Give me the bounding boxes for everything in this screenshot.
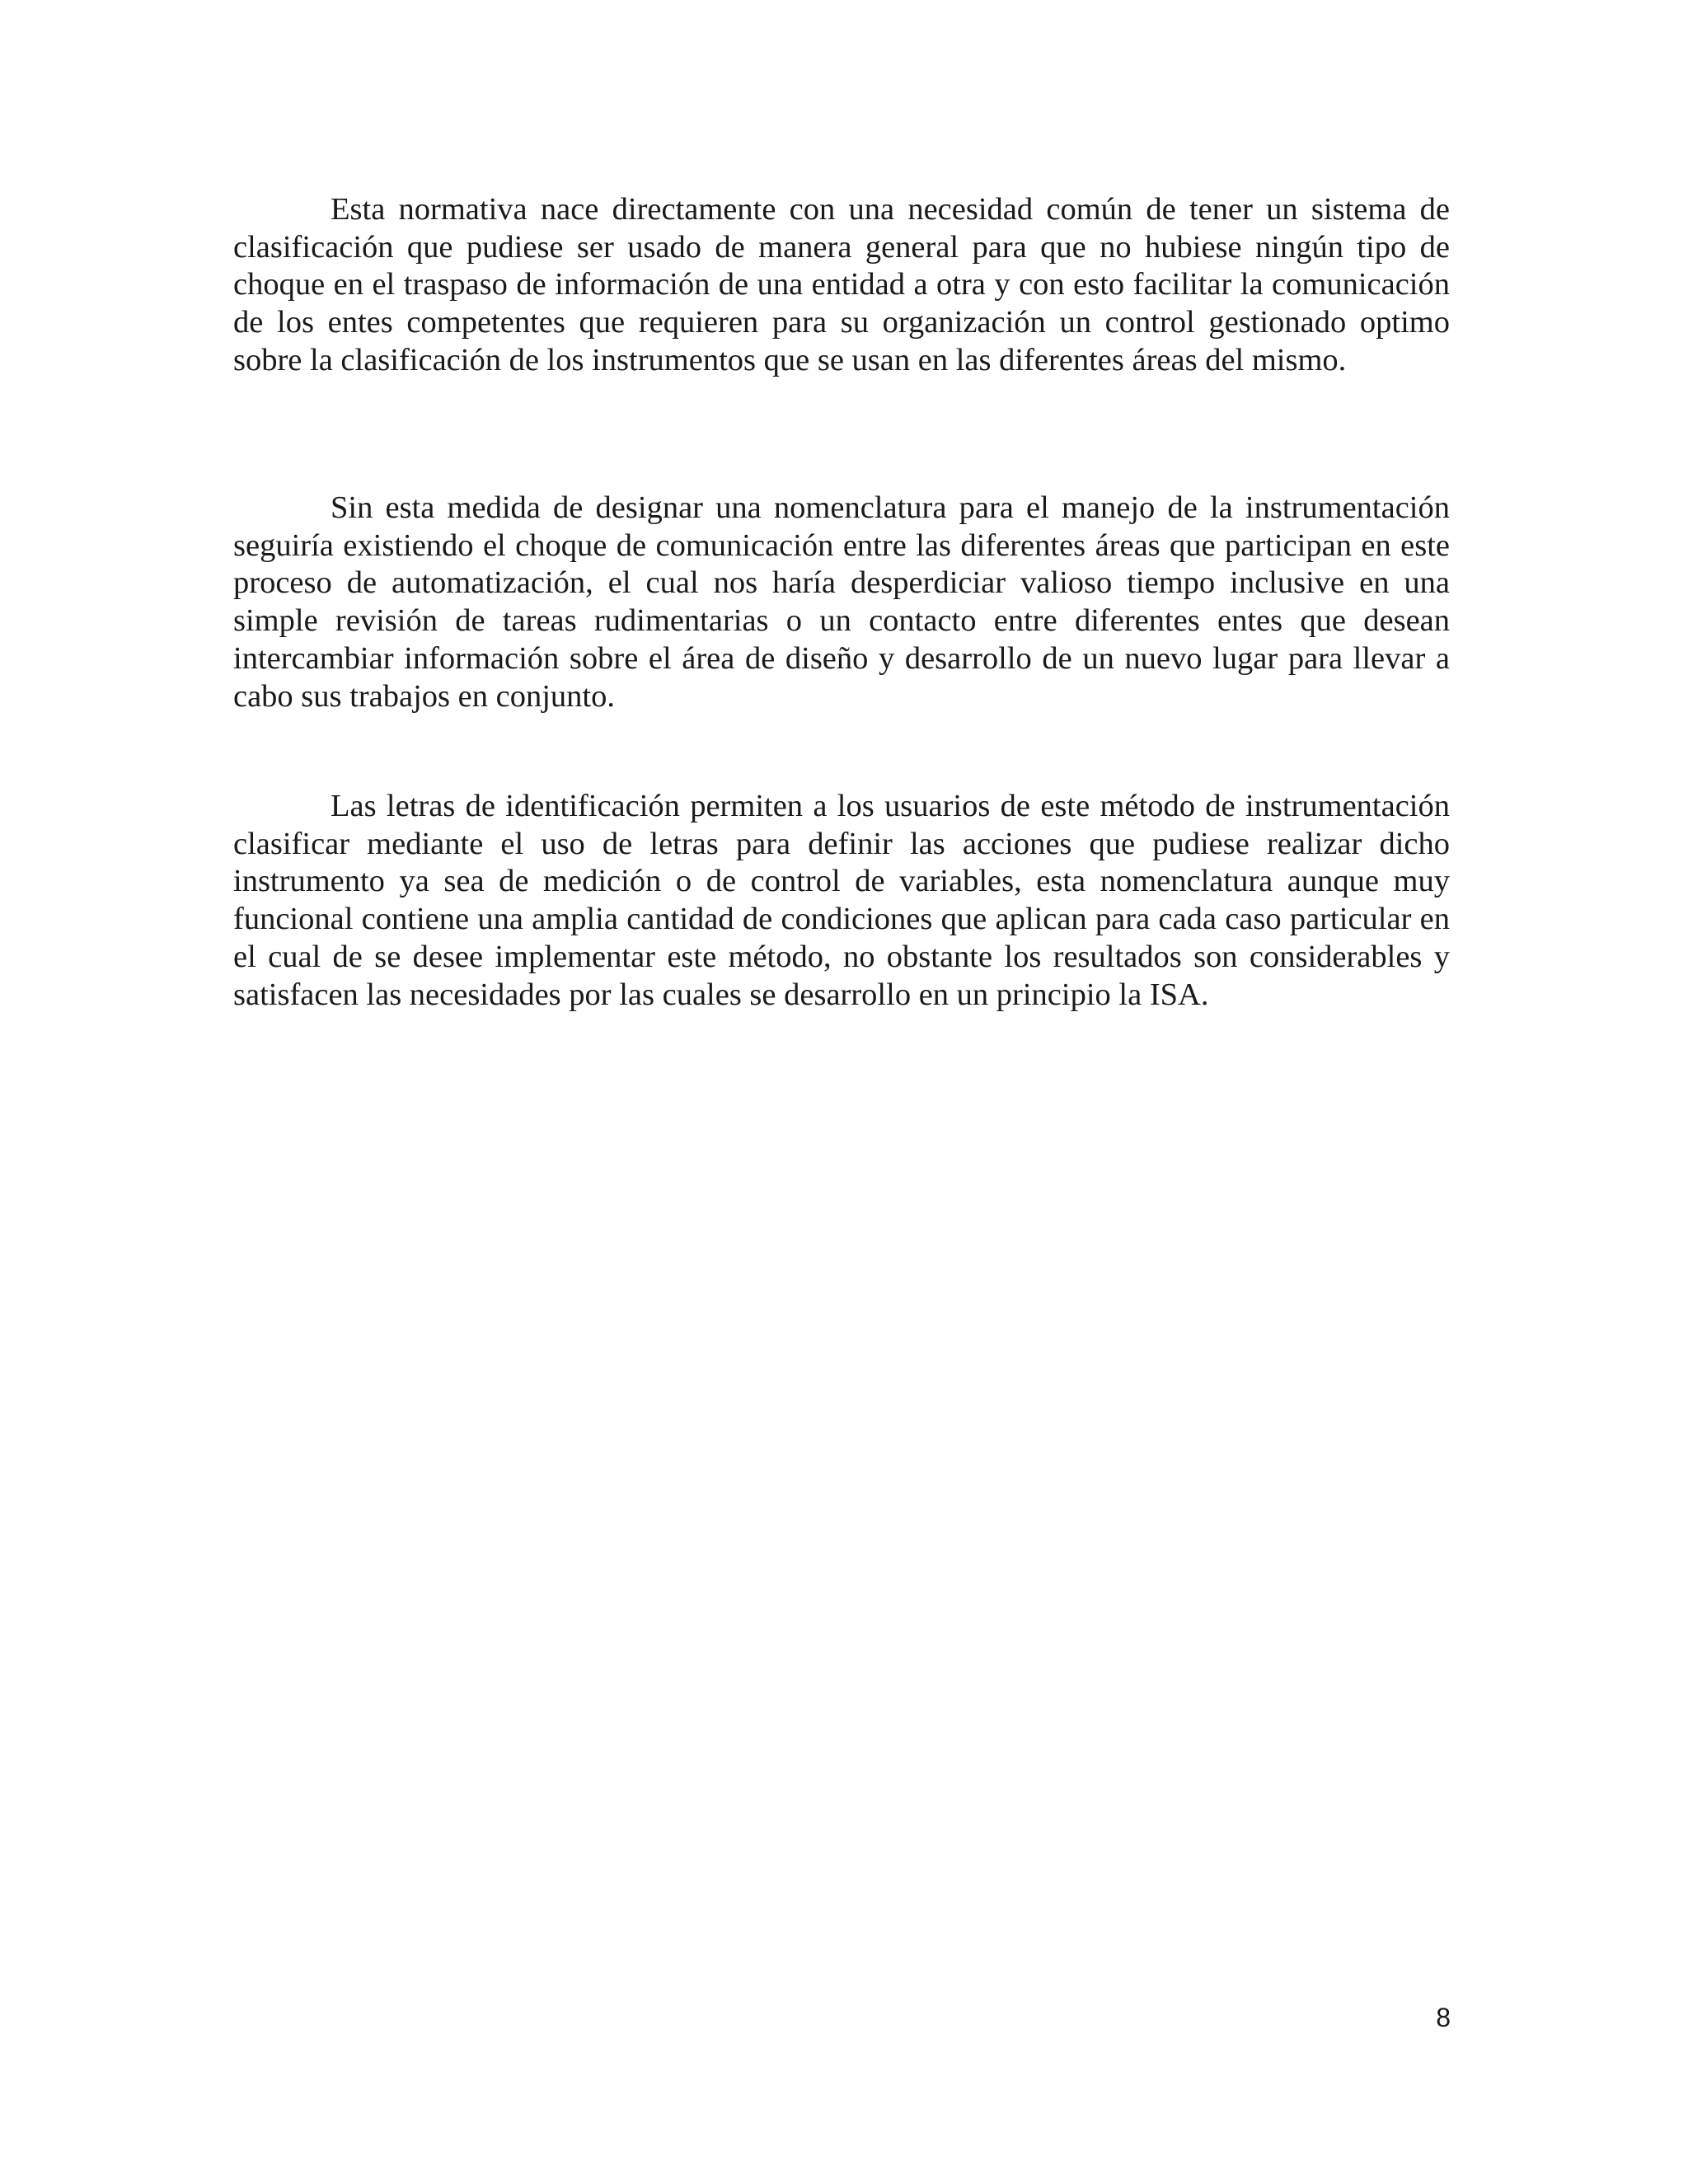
- paragraph: Esta normativa nace directamente con una necesidad común de tener un sistema de clasificación que pudiese ser usado de manera general para que no hubiese ningún tipo de choque en el traspaso de información de una entidad a otra y con esto facilitar la comunicación de los entes competentes que requieren para su organización un control gestionado optimo sobre la clasificación de los instrumentos que se usan en las diferentes áreas del mismo.: [233, 192, 1450, 377]
- paragraph: Sin esta medida de designar una nomenclatura para el manejo de la instrumentación seguiría existiendo el choque de comunicación entre las diferentes áreas que participan en este proceso de automatización, el cual nos haría desperdiciar valioso tiempo inclusive en una simple revisión de tareas rudimentarias o un contacto entre diferentes entes que desean intercambiar información sobre el área de diseño y desarrollo de un nuevo lugar para llevar a cabo sus trabajos en conjunto.: [233, 490, 1450, 714]
- page-number: 8: [1436, 2003, 1451, 2032]
- paragraph: Las letras de identificación permiten a los usuarios de este método de instrumentación clasificar mediante el uso de letras para definir las acciones que pudiese realizar dicho instrumento ya sea de medición o de control de variables, esta nomenclatura aunque muy funcional contiene una amplia cantidad de condiciones que aplican para cada caso particular en el cual de se desee implementar este método, no obstante los resultados son considerables y satisfacen las necesidades por las cuales se desarrollo en un principio la ISA.: [233, 789, 1450, 1012]
